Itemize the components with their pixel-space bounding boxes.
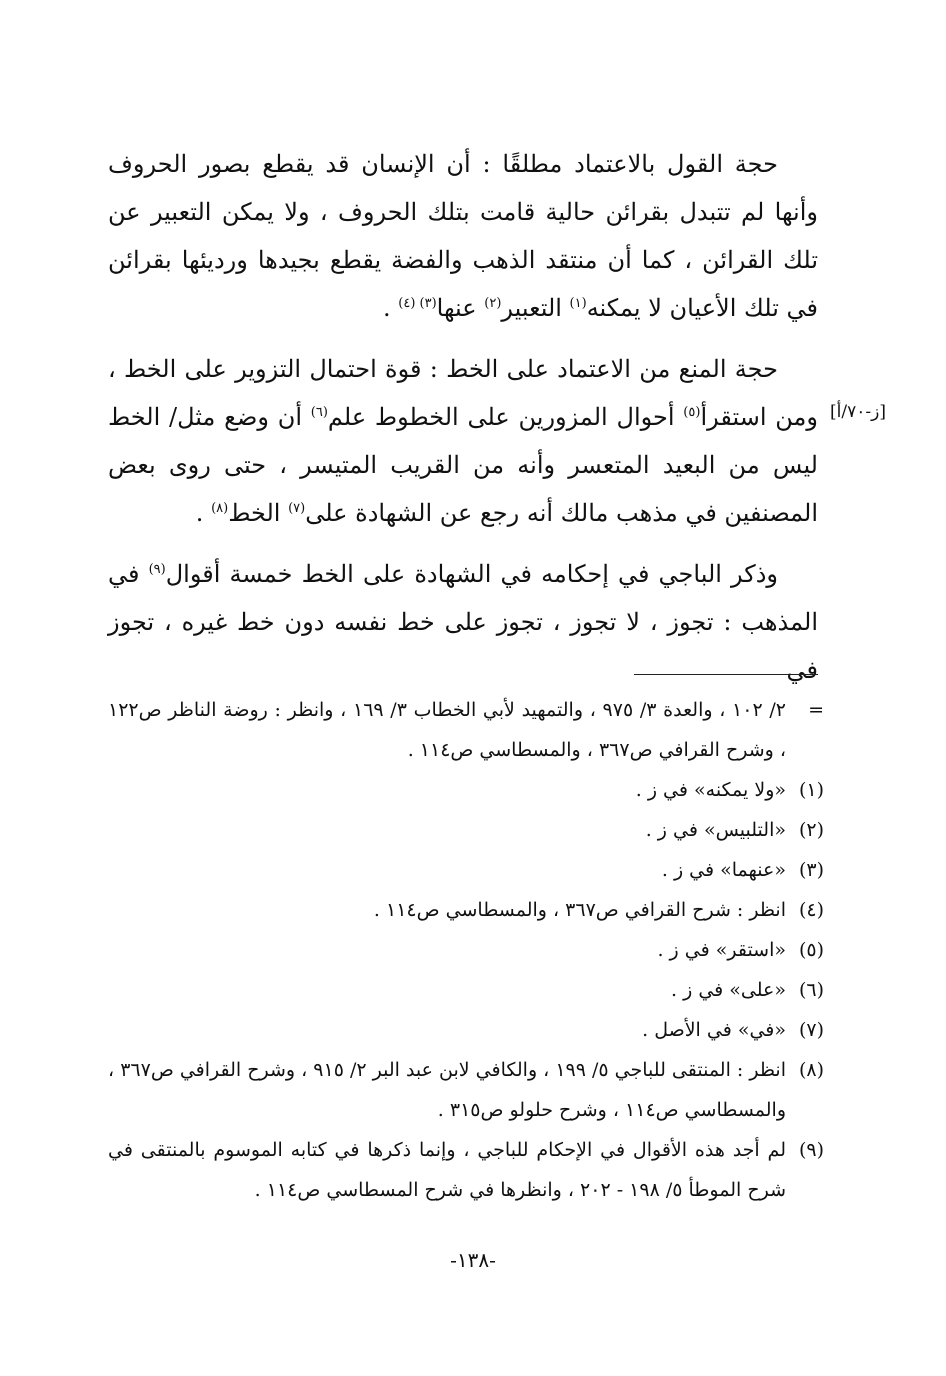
- footnote-2: [108, 810, 824, 850]
- footnote-number: (٦): [798, 979, 824, 1001]
- footnote-marker: (٣) (٤): [398, 296, 437, 311]
- footnotes: [108, 690, 824, 1210]
- paragraph-1: [108, 140, 818, 332]
- footnote-text: «ولا يمكنه» في ز .: [635, 779, 786, 801]
- paragraph-text: عنها: [436, 294, 485, 322]
- footnote-4: [108, 890, 824, 930]
- footnote-continuation: [108, 690, 824, 770]
- footnote-text: انظر : شرح القرافي ص٣٦٧ ، والمسطاسي ص١١٤ .: [373, 899, 786, 921]
- footnote-number: (٥): [798, 939, 824, 961]
- footnote-marker: (٩): [148, 562, 166, 577]
- footnote-marker: (٨): [211, 501, 229, 516]
- footnote-8: [108, 1050, 824, 1130]
- footnote-marker: (١): [569, 296, 587, 311]
- footnote-number: (٩): [798, 1139, 824, 1161]
- footnote-text: انظر : المنتقى للباجي ٥/ ١٩٩ ، والكافي لابن عبد البر ٢/ ٩١٥ ، وشرح القرافي ص٣٦٧ ، والمسطاسي ص١١٤ ، وشرح حلولو ص٣١٥ .: [108, 1059, 786, 1121]
- footnote-number: (٢): [798, 819, 824, 841]
- footnote-text: «التلبيس» في ز .: [645, 819, 786, 841]
- footnote-3: [108, 850, 824, 890]
- footnote-text: ٢/ ١٠٢ ، والعدة ٣/ ٩٧٥ ، والتمهيد لأبي الخطاب ٣/ ١٦٩ ، وانظر : روضة الناظر ص١٢٢ ، وشرح القرافي ص٣٦٧ ، والمسطاسي ص١١٤ .: [108, 699, 786, 761]
- paragraph-text: الخط: [228, 499, 289, 527]
- paragraph-text: حجة القول بالاعتماد مطلقًا : أن الإنسان قد يقطع بصور الحروف وأنها لم تتبدل بقرائن حالية قامت بتلك الحروف ، ولا يمكن التعبير عن تلك القرائن ، كما أن منتقد الذهب والفضة يقطع بجيدها ورديئها بقرائن في تلك الأعيان لا يمكنه: [108, 150, 818, 322]
- paragraph-text: أحوال المزورين على الخطوط علم: [327, 403, 684, 431]
- manuscript-margin-reference: [ز-٧٠/أ]: [830, 402, 886, 422]
- footnote-text: لم أجد هذه الأقوال في الإحكام للباجي ، وإنما ذكرها في كتابه الموسوم بالمنتقى في شرح الموطأ ٥/ ١٩٨ - ٢٠٢ ، وانظرها في شرح المسطاسي ص١١٤ .: [108, 1139, 786, 1201]
- paragraph-2: [108, 345, 818, 537]
- footnote-number: (١): [798, 779, 824, 801]
- footnote-text: «عنهما» في ز .: [661, 859, 786, 881]
- footnote-marker: (٢): [484, 296, 502, 311]
- main-text: [108, 140, 818, 707]
- footnote-number: (٧): [798, 1019, 824, 1041]
- paragraph-text: أن وضع مثل/ الخط ليس من البعيد المتعسر وأنه من القريب المتيسر ، حتى روى بعض المصنفين في مذهب مالك أنه رجع عن الشهادة على: [108, 403, 818, 527]
- paragraph-text: .: [195, 499, 212, 527]
- footnote-6: [108, 970, 824, 1010]
- footnote-text: «في» في الأصل .: [642, 1019, 786, 1041]
- footnote-text: «على» في ز .: [671, 979, 786, 1001]
- footnote-marker: (٥): [683, 405, 701, 420]
- page-number: -١٣٨-: [450, 1248, 496, 1272]
- footnote-1: [108, 770, 824, 810]
- footnote-marker: (٦): [310, 405, 328, 420]
- paragraph-text: وذكر الباجي في إحكامه في الشهادة على الخط خمسة أقوال: [165, 560, 778, 588]
- paragraph-text: في المذهب : تجوز ، لا تجوز ، تجوز على خط نفسه دون خط غيره ، تجوز في: [108, 560, 818, 684]
- footnote-number: (٨): [798, 1059, 824, 1081]
- footnote-number: (٣): [798, 859, 824, 881]
- paragraph-text: حجة المنع من الاعتماد على الخط : قوة احتمال التزوير على الخط ، ومن استقرأ: [108, 355, 818, 431]
- paragraph-text: التعبير: [501, 294, 570, 322]
- footnote-marker: (٧): [288, 501, 306, 516]
- paragraph-3: [108, 550, 818, 694]
- footnote-number: (٤): [798, 899, 824, 921]
- footnote-7: [108, 1010, 824, 1050]
- footnote-text: «استقر» في ز .: [657, 939, 786, 961]
- footnote-number: =: [808, 699, 824, 721]
- footnote-9: [108, 1130, 824, 1210]
- paragraph-text: .: [383, 294, 399, 322]
- footnote-separator: [634, 674, 818, 675]
- footnote-5: [108, 930, 824, 970]
